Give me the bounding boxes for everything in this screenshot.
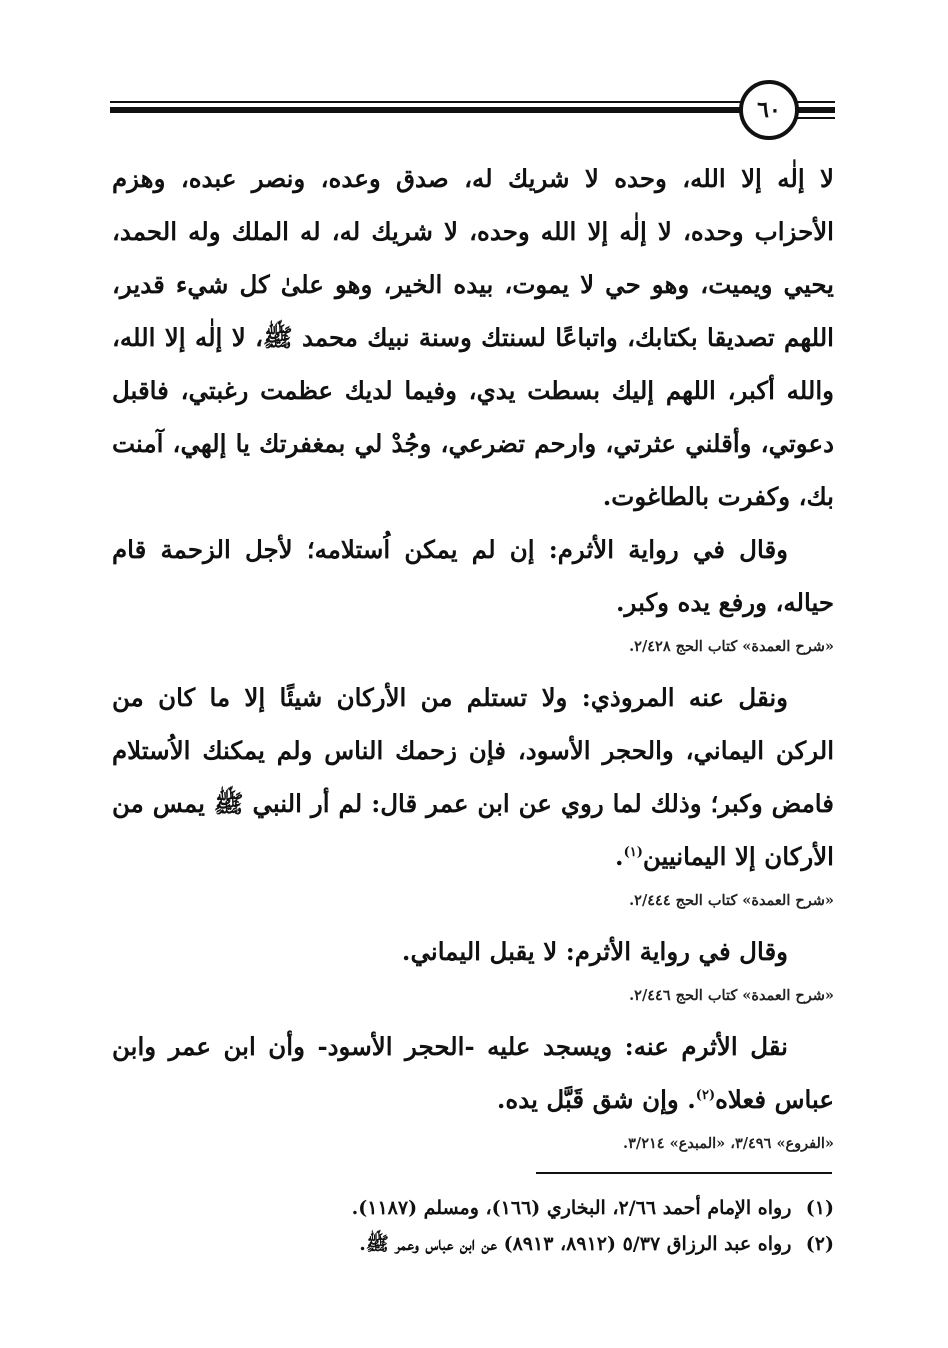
header-rule-right-thin — [795, 117, 835, 119]
footnote-text: رواه عبد الرزاق ٥/٣٧ (٨٩١٢، ٨٩١٣) عن ابن عباس وعمر ﷺ. — [359, 1233, 792, 1255]
footnote-divider — [536, 1172, 832, 1174]
page-body — [112, 152, 834, 1154]
source-citation: «شرح العمدة» كتاب الحج ٢/٤٤٦. — [629, 987, 834, 1004]
paragraph-athram-1: وقال في رواية الأثرم: إن لم يمكن اُستلامه؛ لأجل الزحمة قام حياله، ورفع يده وكبر. — [112, 535, 834, 617]
footnote-item — [112, 1190, 834, 1226]
header-rule-right-thick — [795, 107, 835, 113]
paragraph-athram-2: وقال في رواية الأثرم: لا يقبل اليماني. — [401, 937, 788, 966]
paragraph-marwadhi — [112, 671, 834, 883]
page-number: ٦٠ — [757, 97, 781, 123]
page-number-badge — [739, 80, 799, 140]
paragraph-athram-3 — [112, 1020, 834, 1126]
footnote-number: (١) — [805, 1197, 834, 1219]
paragraph-dua: لا إلٰه إلا الله، وحده لا شريك له، صدق وعده، ونصر عبده، وهزم الأحزاب وحده، لا إلٰه إلا الله وحده، لا شريك له، له الملك وله الحمد، يحيي ويميت، وهو حي لا يموت، بيده الخير، وهو علىٰ كل شيء قدير، اللهم تصديقا بكتابك، واتباعًا لسنتك وسنة نبيك محمد ﷺ، لا إلٰه إلا الله، والله أكبر، اللهم إليك بسطت يدي، وفيما لديك عظمت رغبتي، فاقبل دعوتي، وأقلني عثرتي، وارحم تضرعي، وجُدْ لي بمغفرتك يا إلهي، آمنت بك، وكفرت بالطاغوت. — [112, 164, 834, 511]
footnote-ref: (٢) — [695, 1087, 716, 1103]
source-citation: «شرح العمدة» كتاب الحج ٢/٤٢٨. — [629, 638, 834, 655]
footnotes — [112, 1190, 834, 1262]
footnote-item — [112, 1226, 834, 1262]
source-citation: «الفروع» ٣/٤٩٦، «المبدع» ٣/٢١٤. — [623, 1135, 834, 1152]
header-rule-thick — [110, 107, 742, 113]
paragraph-text: نقل الأثرم عنه: ويسجد عليه -الحجر الأسود- وأن ابن عمر وابن عباس فعلاه — [112, 1032, 834, 1114]
header-rule-thin — [110, 101, 742, 103]
source-citation: «شرح العمدة» كتاب الحج ٢/٤٤٤. — [629, 892, 834, 909]
paragraph-tail: . وإن شق قَبَّل يده. — [496, 1085, 696, 1114]
paragraph-text: ونقل عنه المروذي: ولا تستلم من الأركان شيئًا إلا ما كان من الركن اليماني، والحجر الأسود، فإن زحمك الناس ولم يمكنك الاُستلام فامض وكبر؛ وذلك لما روي عن ابن عمر قال: لم أر النبي ﷺ يمس من الأركان إلا اليمانيين — [112, 683, 834, 871]
footnote-text: رواه الإمام أحمد ٢/٦٦، البخاري (١٦٦)، ومسلم (١١٨٧). — [351, 1197, 792, 1219]
paragraph-tail: . — [615, 842, 624, 871]
footnote-ref: (١) — [623, 844, 643, 860]
footnote-number: (٢) — [805, 1233, 834, 1255]
header-rule-right — [795, 101, 835, 103]
page-header — [0, 0, 948, 150]
